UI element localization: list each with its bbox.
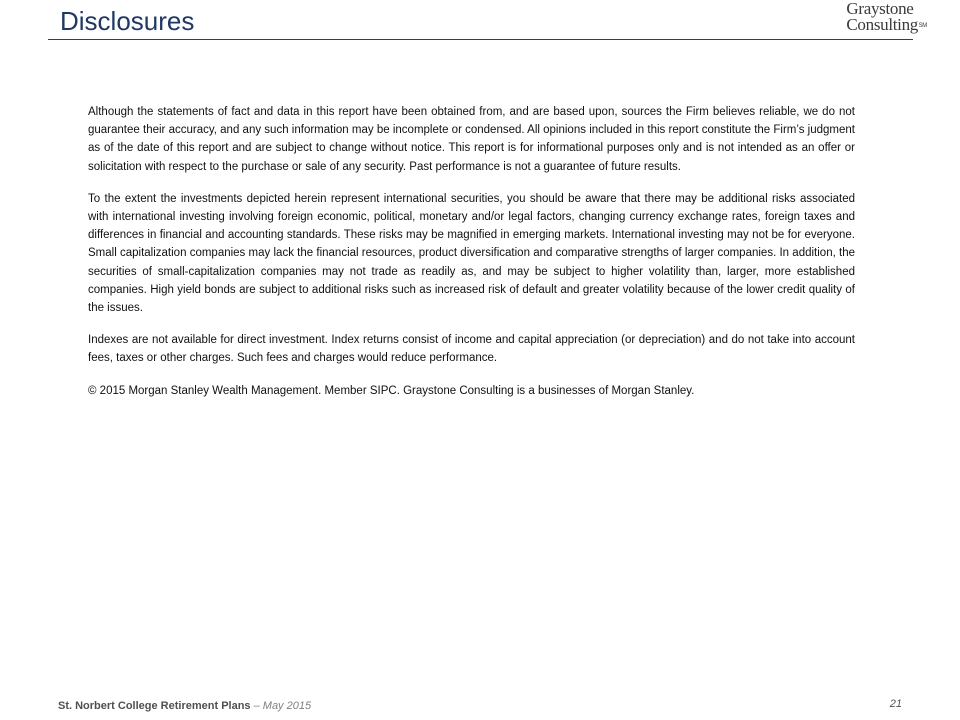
- disclosure-body: [88, 103, 855, 414]
- copyright-line: © 2015 Morgan Stanley Wealth Management. Member SIPC. Graystone Consulting is a businesses of Morgan Stanley.: [88, 384, 695, 397]
- logo-line-2-text: Consulting: [846, 15, 918, 34]
- disclosure-paragraph-1: Although the statements of fact and data in this report have been obtained from, and are based upon, sources the Firm believes reliable, we do not guarantee their accuracy, and any such information may be incomplete or condensed. All opinions included in this report constitute the Firm’s judgment as of the date of this report and are subject to change without notice. This report is for informational purposes only and is not intended as an offer or solicitation with respect to the purchase or sale of any security. Past performance is not a guarantee of future results.: [88, 106, 855, 173]
- disclosure-paragraph-2: To the extent the investments depicted herein represent international securities, you should be aware that there may be additional risks associated with international investing involving foreign economic, political, monetary and/or legal factors, changing currency exchange rates, foreign taxes and differences in financial and accounting standards. These risks may be magnified in emerging markets. International investing may not be for everyone. Small capitalization companies may lack the financial resources, product diversification and comparative strengths of larger companies. In addition, the securities of small-capitalization companies may not trade as readily as, and may be subject to higher volatility than, larger, more established companies. High yield bonds are subject to additional risks such as increased risk of default and greater volatility because of the lower credit quality of the issues.: [88, 192, 855, 315]
- logo-trademark: SM: [918, 23, 927, 29]
- logo-line-1: Graystone: [846, 0, 914, 18]
- page-title: Disclosures: [60, 6, 195, 36]
- title-divider: [48, 39, 913, 40]
- graystone-consulting-logo: [846, 0, 927, 34]
- footer-date: May 2015: [262, 700, 312, 712]
- footer-report-title: [58, 700, 311, 712]
- disclosure-paragraph-3: Indexes are not available for direct investment. Index returns consist of income and capital appreciation (or depreciation) and do not take into account fees, taxes or other charges. Such fees and charges would reduce performance.: [88, 334, 855, 365]
- page-number: 21: [889, 698, 902, 710]
- footer-plan-name: St. Norbert College Retirement Plans: [58, 700, 251, 712]
- footer-separator: –: [250, 700, 263, 712]
- logo-line-2: [846, 15, 927, 34]
